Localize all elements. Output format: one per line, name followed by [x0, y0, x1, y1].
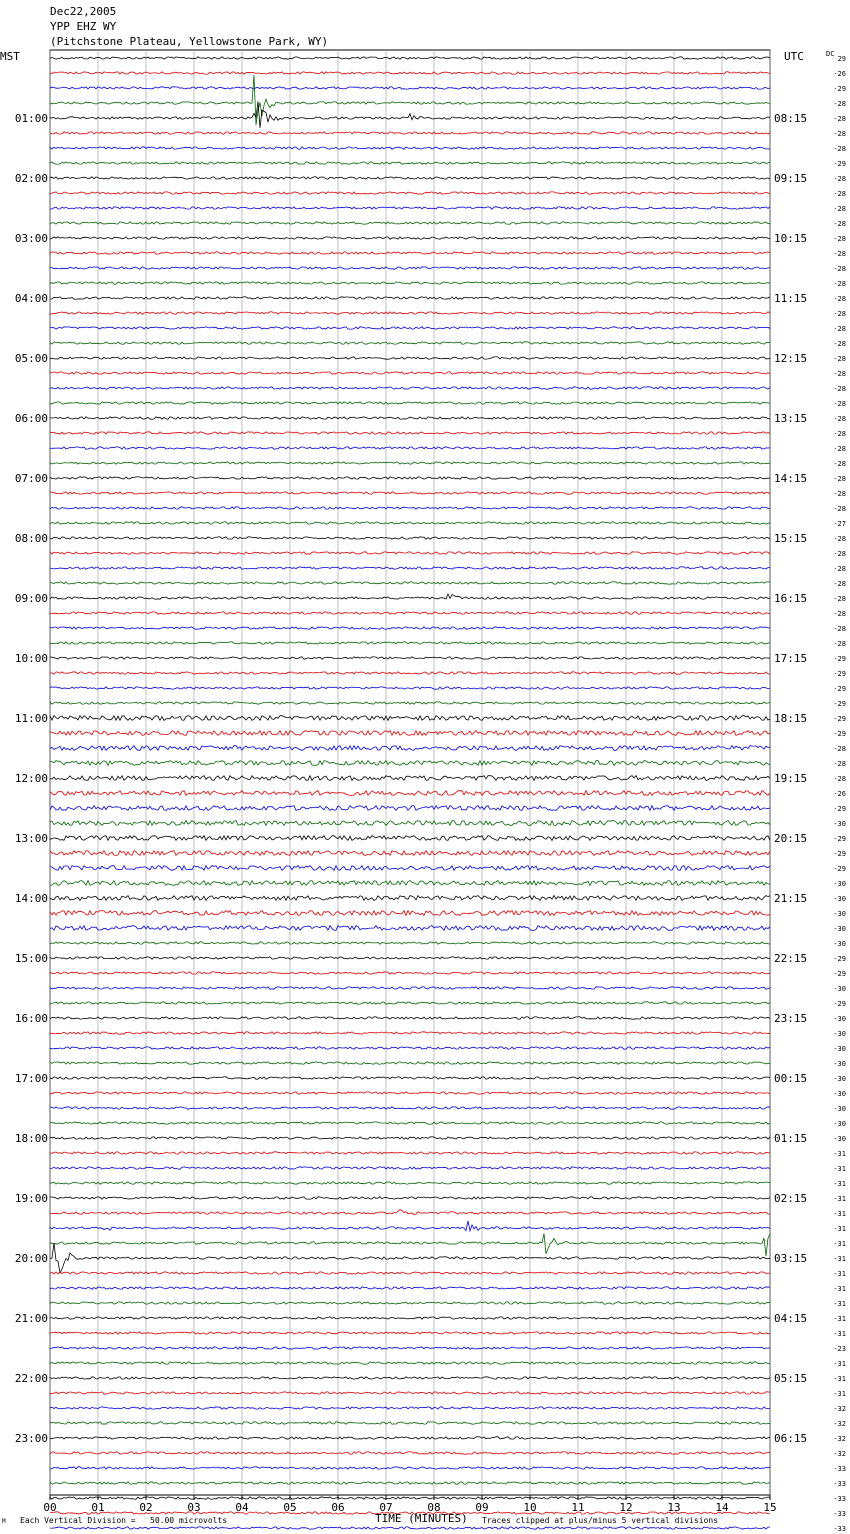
trace-line — [50, 147, 770, 149]
plot-frame — [50, 50, 770, 1495]
dc-offset-label: -28 — [833, 565, 846, 573]
trace-line — [50, 1332, 770, 1334]
trace-line — [50, 851, 770, 856]
trace-line — [50, 761, 770, 766]
trace-line — [50, 267, 770, 269]
trace-line — [50, 522, 770, 524]
dc-offset-label: -33 — [833, 1480, 846, 1488]
trace-line — [50, 1197, 770, 1199]
dc-offset-label: -26 — [833, 790, 846, 798]
dc-offset-label: -28 — [833, 535, 846, 543]
trace-line — [50, 492, 770, 494]
trace-line — [50, 537, 770, 539]
trace-line — [50, 1362, 770, 1364]
dc-offset-label: -29 — [833, 865, 846, 873]
trace-line — [50, 327, 770, 329]
dc-offset-label: -28 — [833, 460, 846, 468]
header-station: YPP EHZ WY — [50, 20, 117, 33]
utc-hour-label: 15:15 — [774, 532, 808, 545]
scale-note: Each Vertical Division = 50.00 microvolts — [20, 1516, 228, 1525]
dc-offset-label: -29 — [833, 835, 846, 843]
trace-line — [50, 101, 770, 127]
trace-line — [50, 477, 770, 479]
dc-offset-label: -28 — [833, 415, 846, 423]
dc-offset-label: -28 — [833, 400, 846, 408]
dc-offset-label: -32 — [833, 1435, 846, 1443]
utc-hour-label: 13:15 — [774, 412, 808, 425]
trace-line — [50, 57, 770, 59]
dc-offset-label: -29 — [833, 655, 846, 663]
mst-hour-label: 05:00 — [14, 352, 48, 365]
dc-offset-label: -31 — [833, 1330, 846, 1338]
trace-line — [50, 1017, 770, 1019]
dc-offset-label: -28 — [833, 190, 846, 198]
trace-line — [50, 387, 770, 389]
dc-offset-label: -30 — [833, 1015, 846, 1023]
x-tick-label: 05 — [283, 1501, 297, 1514]
dc-offset-label: -33 — [833, 1495, 846, 1503]
dc-offset-label: -31 — [833, 1255, 846, 1263]
utc-hour-label: 00:15 — [774, 1072, 808, 1085]
mst-hour-label: 14:00 — [14, 892, 48, 905]
dc-offset-label: -28 — [833, 145, 846, 153]
trace-line — [50, 357, 770, 359]
dc-offset-label: 29 — [837, 55, 846, 63]
trace-line — [50, 1152, 770, 1154]
trace-line — [50, 1317, 770, 1319]
mst-hour-label: 16:00 — [14, 1012, 48, 1025]
x-tick-label: 13 — [667, 1501, 681, 1514]
trace-line — [50, 716, 770, 721]
mst-hour-label: 17:00 — [14, 1072, 48, 1085]
mst-hour-label: 03:00 — [14, 232, 48, 245]
x-axis-label: TIME (MINUTES) — [375, 1512, 468, 1525]
utc-hour-label: 03:15 — [774, 1252, 808, 1265]
utc-hour-label: 22:15 — [774, 952, 808, 965]
trace-line — [50, 1482, 770, 1484]
dc-offset-label: -28 — [833, 250, 846, 258]
dc-offset-label: -29 — [833, 850, 846, 858]
trace-line — [50, 987, 770, 989]
dc-offset-label: -28 — [833, 325, 846, 333]
utc-hour-label: 20:15 — [774, 832, 808, 845]
dc-offset-label: -32 — [833, 1450, 846, 1458]
x-tick-label: 15 — [763, 1501, 777, 1514]
mst-hour-label: 02:00 — [14, 172, 48, 185]
dc-offset-label: -29 — [833, 970, 846, 978]
trace-line — [50, 1062, 770, 1064]
utc-hour-label: 17:15 — [774, 652, 808, 665]
dc-offset-label: -28 — [833, 775, 846, 783]
trace-line — [50, 552, 770, 554]
dc-offset-label: -30 — [833, 1075, 846, 1083]
trace-line — [50, 911, 770, 916]
trace-line — [50, 1392, 770, 1394]
dc-offset-label: -28 — [833, 430, 846, 438]
dc-offset-label: -30 — [833, 1060, 846, 1068]
corner-mark: M — [2, 1518, 6, 1525]
dc-offset-label: -29 — [833, 805, 846, 813]
trace-line — [50, 836, 770, 841]
trace-line — [50, 207, 770, 209]
trace-line — [50, 926, 770, 931]
utc-hour-label: 14:15 — [774, 472, 808, 485]
trace-line — [50, 1243, 770, 1273]
trace-line — [50, 687, 770, 689]
dc-offset-label: -28 — [833, 445, 846, 453]
dc-offset-label: -28 — [833, 310, 846, 318]
trace-line — [50, 1437, 770, 1439]
trace-line — [50, 1272, 770, 1274]
dc-label: DC — [826, 50, 835, 58]
dc-offset-label: -30 — [833, 895, 846, 903]
trace-line — [50, 702, 770, 704]
dc-offset-label: -28 — [833, 205, 846, 213]
utc-hour-label: 18:15 — [774, 712, 808, 725]
trace-line — [50, 237, 770, 239]
mst-hour-label: 21:00 — [14, 1312, 48, 1325]
trace-line — [50, 1407, 770, 1409]
dc-offset-label: -30 — [833, 1105, 846, 1113]
mst-hour-label: 15:00 — [14, 952, 48, 965]
dc-offset-label: -33 — [833, 1465, 846, 1473]
trace-line — [50, 417, 770, 419]
trace-line — [50, 731, 770, 736]
mst-hour-label: 10:00 — [14, 652, 48, 665]
trace-line — [50, 776, 770, 781]
dc-offset-label: -28 — [833, 265, 846, 273]
dc-offset-label: -28 — [833, 550, 846, 558]
trace-line — [50, 881, 770, 886]
trace-line — [50, 342, 770, 344]
dc-offset-label: -31 — [833, 1240, 846, 1248]
x-tick-label: 10 — [523, 1501, 537, 1514]
dc-offset-label: -31 — [833, 1285, 846, 1293]
dc-offset-label: -31 — [833, 1270, 846, 1278]
trace-line — [50, 612, 770, 614]
dc-offset-label: -31 — [833, 1360, 846, 1368]
utc-hour-label: 02:15 — [774, 1192, 808, 1205]
mst-hour-label: 07:00 — [14, 472, 48, 485]
trace-line — [50, 642, 770, 644]
trace-line — [50, 402, 770, 404]
header-date: Dec22,2005 — [50, 5, 117, 18]
dc-offset-label: -31 — [833, 1390, 846, 1398]
x-tick-label: 04 — [235, 1501, 249, 1514]
dc-offset-label: -27 — [833, 520, 846, 528]
dc-offset-label: -28 — [833, 235, 846, 243]
trace-line — [50, 1167, 770, 1169]
trace-line — [50, 1347, 770, 1349]
trace-line — [50, 896, 770, 901]
trace-line — [50, 1032, 770, 1034]
dc-offset-label: -28 — [833, 745, 846, 753]
trace-line — [50, 1107, 770, 1109]
dc-offset-label: -30 — [833, 880, 846, 888]
mst-hour-label: 20:00 — [14, 1252, 48, 1265]
trace-line — [50, 672, 770, 674]
x-tick-label: 09 — [475, 1501, 489, 1514]
dc-offset-label: -30 — [833, 1045, 846, 1053]
mst-hour-label: 01:00 — [14, 112, 48, 125]
utc-hour-label: 06:15 — [774, 1432, 808, 1445]
trace-line — [50, 1092, 770, 1094]
mst-hour-label: 22:00 — [14, 1372, 48, 1385]
dc-offset-label: -28 — [833, 490, 846, 498]
dc-offset-label: -31 — [833, 1195, 846, 1203]
dc-offset-label: -30 — [833, 820, 846, 828]
trace-line — [50, 866, 770, 871]
x-tick-label: 03 — [187, 1501, 201, 1514]
x-tick-label: 06 — [331, 1501, 345, 1514]
dc-offset-label: -28 — [833, 505, 846, 513]
dc-offset-label: -28 — [833, 580, 846, 588]
dc-offset-label: -28 — [833, 355, 846, 363]
utc-hour-label: 21:15 — [774, 892, 808, 905]
trace-line — [50, 821, 770, 826]
utc-hour-label: 16:15 — [774, 592, 808, 605]
trace-line — [50, 806, 770, 811]
utc-hour-label: 19:15 — [774, 772, 808, 785]
dc-offset-label: -29 — [833, 730, 846, 738]
dc-offset-label: -28 — [833, 760, 846, 768]
header-location: (Pitchstone Plateau, Yellowstone Park, WY) — [50, 35, 329, 48]
trace-line — [50, 1210, 770, 1215]
trace-line — [50, 1287, 770, 1289]
trace-line — [50, 432, 770, 434]
trace-line — [50, 1422, 770, 1424]
trace-line — [50, 192, 770, 194]
trace-line — [50, 282, 770, 284]
dc-offset-label: -31 — [833, 1375, 846, 1383]
trace-line — [50, 1497, 770, 1499]
dc-offset-label: -30 — [833, 1135, 846, 1143]
dc-offset-label: -29 — [833, 160, 846, 168]
mst-hour-label: 11:00 — [14, 712, 48, 725]
mst-hour-label: 19:00 — [14, 1192, 48, 1205]
trace-line — [50, 1467, 770, 1469]
trace-line — [50, 252, 770, 254]
dc-offset-label: -28 — [833, 610, 846, 618]
utc-hour-label: 05:15 — [774, 1372, 808, 1385]
mst-hour-label: 23:00 — [14, 1432, 48, 1445]
dc-offset-label: -31 — [833, 1165, 846, 1173]
dc-offset-label: -29 — [833, 715, 846, 723]
trace-line — [50, 1137, 770, 1139]
dc-offset-label: -28 — [833, 385, 846, 393]
dc-offset-label: -31 — [833, 1315, 846, 1323]
dc-offset-label: -23 — [833, 1345, 846, 1353]
dc-offset-label: -31 — [833, 1300, 846, 1308]
trace-line — [50, 297, 770, 299]
dc-offset-label: -28 — [833, 100, 846, 108]
dc-offset-label: -28 — [833, 370, 846, 378]
trace-line — [50, 957, 770, 959]
dc-offset-label: -29 — [833, 1000, 846, 1008]
mst-hour-label: 06:00 — [14, 412, 48, 425]
dc-offset-label: -28 — [833, 640, 846, 648]
dc-offset-label: -29 — [833, 85, 846, 93]
mst-hour-label: 18:00 — [14, 1132, 48, 1145]
utc-hour-label: 10:15 — [774, 232, 808, 245]
x-tick-label: 11 — [571, 1501, 585, 1514]
dc-offset-label: -28 — [833, 340, 846, 348]
mst-hour-label: 04:00 — [14, 292, 48, 305]
mst-hour-label: 08:00 — [14, 532, 48, 545]
utc-hour-label: 12:15 — [774, 352, 808, 365]
dc-offset-label: -30 — [833, 940, 846, 948]
dc-offset-label: -30 — [833, 985, 846, 993]
trace-line — [50, 657, 770, 659]
trace-line — [50, 462, 770, 464]
dc-offset-label: -33 — [833, 1525, 846, 1533]
trace-line — [50, 162, 770, 164]
x-tick-label: 08 — [427, 1501, 441, 1514]
x-tick-label: 00 — [43, 1501, 57, 1514]
dc-offset-label: -29 — [833, 955, 846, 963]
trace-line — [50, 1002, 770, 1004]
dc-offset-label: -28 — [833, 625, 846, 633]
dc-offset-label: -28 — [833, 175, 846, 183]
x-tick-label: 12 — [619, 1501, 633, 1514]
dc-offset-label: -29 — [833, 700, 846, 708]
dc-offset-label: -28 — [833, 280, 846, 288]
dc-offset-label: -30 — [833, 925, 846, 933]
trace-line — [50, 1077, 770, 1079]
dc-offset-label: -31 — [833, 1210, 846, 1218]
utc-hour-label: 23:15 — [774, 1012, 808, 1025]
trace-line — [50, 1302, 770, 1304]
dc-offset-label: -28 — [833, 115, 846, 123]
utc-hour-label: 09:15 — [774, 172, 808, 185]
dc-offset-label: -29 — [833, 670, 846, 678]
trace-line — [50, 1452, 770, 1454]
dc-offset-label: -28 — [833, 295, 846, 303]
trace-line — [50, 1122, 770, 1124]
utc-hour-label: 01:15 — [774, 1132, 808, 1145]
dc-offset-label: -30 — [833, 1120, 846, 1128]
dc-offset-label: -31 — [833, 1150, 846, 1158]
utc-hour-label: 04:15 — [774, 1312, 808, 1325]
dc-offset-label: -26 — [833, 70, 846, 78]
x-tick-label: 02 — [139, 1501, 153, 1514]
dc-offset-label: -30 — [833, 1030, 846, 1038]
dc-offset-label: -33 — [833, 1510, 846, 1518]
dc-offset-label: -32 — [833, 1420, 846, 1428]
left-axis-title: MST — [0, 50, 20, 63]
trace-line — [50, 627, 770, 629]
trace-line — [50, 1182, 770, 1184]
x-tick-label: 14 — [715, 1501, 729, 1514]
clip-note: Traces clipped at plus/minus 5 vertical divisions — [482, 1516, 719, 1525]
dc-offset-label: -31 — [833, 1225, 846, 1233]
utc-hour-label: 08:15 — [774, 112, 808, 125]
utc-hour-label: 11:15 — [774, 292, 808, 305]
trace-line — [50, 1234, 770, 1256]
mst-hour-label: 12:00 — [14, 772, 48, 785]
dc-offset-label: -28 — [833, 130, 846, 138]
dc-offset-label: -30 — [833, 1090, 846, 1098]
trace-line — [50, 972, 770, 974]
mst-hour-label: 13:00 — [14, 832, 48, 845]
dc-offset-label: -32 — [833, 1405, 846, 1413]
trace-line — [50, 1221, 770, 1231]
trace-line — [50, 222, 770, 224]
trace-line — [50, 177, 770, 179]
trace-line — [50, 746, 770, 751]
trace-line — [50, 312, 770, 314]
x-tick-label: 07 — [379, 1501, 393, 1514]
trace-line — [50, 132, 770, 134]
dc-offset-label: -28 — [833, 595, 846, 603]
trace-line — [50, 594, 770, 599]
trace-line — [50, 791, 770, 796]
trace-line — [50, 507, 770, 509]
trace-line — [50, 567, 770, 569]
trace-line — [50, 582, 770, 584]
trace-line — [50, 1377, 770, 1379]
trace-line — [50, 87, 770, 89]
trace-line — [50, 1527, 770, 1529]
right-axis-title: UTC — [784, 50, 804, 63]
dc-offset-label: -29 — [833, 685, 846, 693]
dc-offset-label: -28 — [833, 475, 846, 483]
trace-line — [50, 1047, 770, 1049]
x-tick-label: 01 — [91, 1501, 105, 1514]
trace-line — [50, 72, 770, 74]
trace-line — [50, 942, 770, 944]
dc-offset-label: -30 — [833, 910, 846, 918]
dc-offset-label: -28 — [833, 220, 846, 228]
trace-line — [50, 372, 770, 374]
mst-hour-label: 09:00 — [14, 592, 48, 605]
dc-offset-label: -31 — [833, 1180, 846, 1188]
trace-line — [50, 447, 770, 449]
